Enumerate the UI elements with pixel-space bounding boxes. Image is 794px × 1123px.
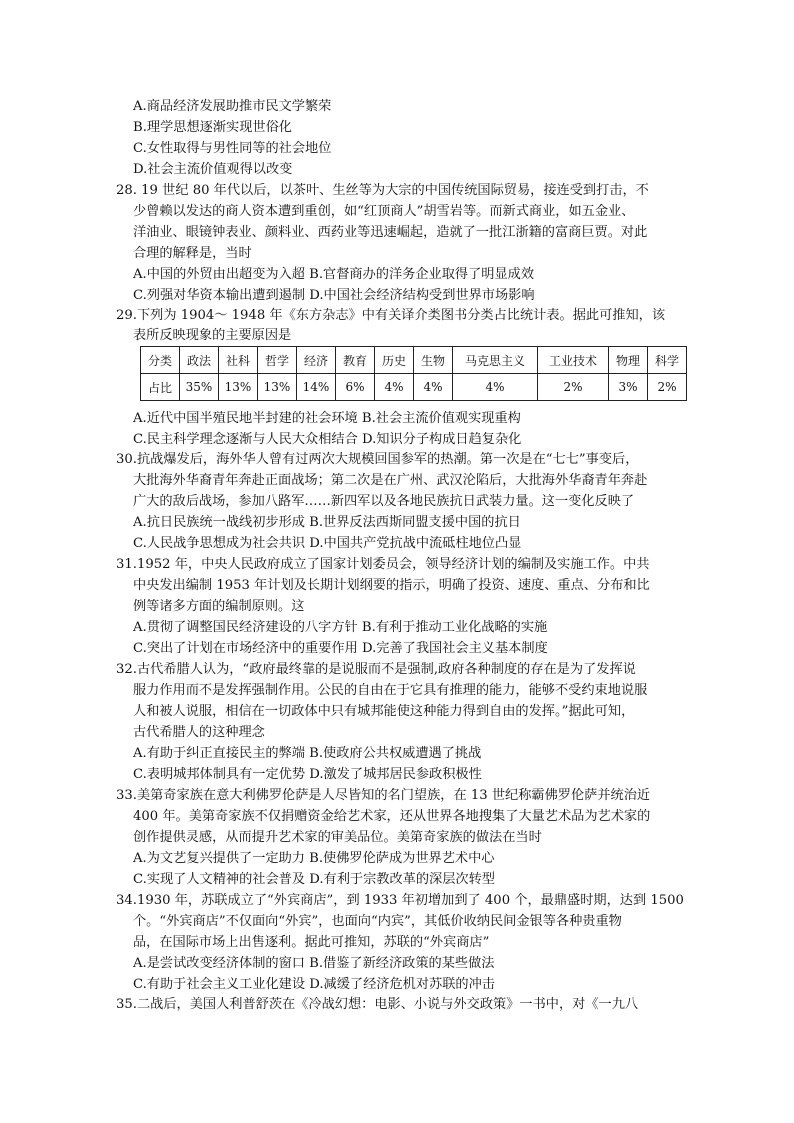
q29-options-ab: A.近代中国半殖民地半封建的社会环境 B.社会主流价值观实现重构: [133, 411, 521, 426]
q32-stem-line-4: 古代希腊人的这种理念: [133, 725, 265, 740]
q29-stem-line-2: 表所反映现象的主要原因是: [133, 328, 292, 343]
q31-stem-line-3: 例等诸多方面的编制原则。这: [133, 599, 305, 614]
table-cell: 物理: [609, 347, 648, 374]
q30-options-ab: A.抗日民族统一战线初步形成 B.世界反法西斯同盟支援中国的抗日: [133, 515, 521, 530]
q34-options-ab: A.是尝试改变经济体制的窗口 B.借鉴了新经济政策的某些做法: [133, 956, 495, 971]
table-cell: 2%: [538, 374, 609, 401]
table-header-row: [141, 347, 687, 374]
table-cell: 马克思主义: [453, 347, 538, 374]
q29-options-cd: C.民主科学理念逐渐与人民大众相结合 D.知识分子构成日趋复杂化: [133, 432, 522, 447]
table-cell: 13%: [258, 374, 297, 401]
table-cell: 教育: [336, 347, 375, 374]
table-cell: 历史: [375, 347, 414, 374]
q27-option-b: B.理学思想逐渐实现世俗化: [133, 120, 292, 135]
q30-stem-line-2: 大批海外华裔青年奔赴正面战场；第二次是在广州、武汉沦陷后，大批海外华裔青年奔赴: [133, 473, 648, 488]
table-cell: 工业技术: [538, 347, 609, 374]
q28-stem-line-1: 28. 19 世纪 80 年代以后，以茶叶、生丝等为大宗的中国传统国际贸易，接连受到打击，不: [116, 183, 649, 198]
q34-options-cd: C.有助于社会主义工业化建设 D.减缓了经济危机对苏联的冲击: [133, 977, 495, 992]
q32-options-ab: A.有助于纠正直接民主的弊端 B.使政府公共权威遭遇了挑战: [133, 746, 482, 761]
table-cell: 4%: [375, 374, 414, 401]
q29-stem-line-1: 29.下列为 1904～ 1948 年《东方杂志》中有关译介类图书分类占比统计表。据此可推知，该: [116, 308, 666, 323]
q29-statistics-table: [140, 346, 687, 401]
q30-stem-line-1: 30.抗战爆发后，海外华人曾有过两次大规模回国参军的热潮。第一次是在“七七”事变后，: [116, 452, 639, 467]
q27-option-d: D.社会主流价值观得以改变: [133, 162, 293, 177]
q35-stem-line-1: 35.二战后，美国人利普舒茨在《冷战幻想：电影、小说与外交政策》一书中，对《一九八: [116, 997, 639, 1012]
q28-stem-line-2: 少曾赖以发达的商人资本遭到重创，如“红顶商人”胡雪岩等。而新式商业，如五金业、: [133, 204, 635, 219]
q30-stem-line-3: 广大的敌后战场，参加八路军……新四军以及各地民族抗日武装力量。这一变化反映了: [133, 494, 635, 509]
q31-options-ab: A.贯彻了调整国民经济建设的八字方针 B.有利于推动工业化战略的实施: [133, 620, 548, 635]
q32-stem-line-2: 服力作用而不是发挥强制作用。公民的自由在于它具有推理的能力，能够不受约束地说服: [133, 683, 648, 698]
table-cell: 社科: [219, 347, 258, 374]
q31-stem-line-1: 31.1952 年，中央人民政府成立了国家计划委员会，领导经济计划的编制及实施工作。中共: [116, 557, 650, 572]
q31-stem-line-2: 中央发出编制 1953 年计划及长期计划纲要的指示，明确了投资、速度、重点、分布和比: [133, 578, 650, 593]
q31-options-cd: C.突出了计划在市场经济中的重要作用 D.完善了我国社会主义基本制度: [133, 641, 548, 656]
q27-option-a: A.商品经济发展助推市民文学繁荣: [133, 99, 332, 114]
table-cell: 经济: [297, 347, 336, 374]
q32-options-cd: C.表明城邦体制具有一定优势 D.激发了城邦居民参政积极性: [133, 767, 482, 782]
q27-option-c: C.女性取得与男性同等的社会地位: [133, 141, 332, 156]
table-cell: 占比: [141, 374, 180, 401]
q33-stem-line-3: 创作提供灵感，从而提升艺术家的审美品位。美第奇家族的做法在当时: [133, 830, 542, 845]
q32-stem-line-1: 32.古代希腊人认为，“政府最终靠的是说服而不是强制,政府各种制度的存在是为了发挥说: [116, 662, 636, 677]
q28-stem-line-4: 合理的解释是，当时: [133, 246, 252, 261]
q28-stem-line-3: 洋油业、眼镜钟表业、颜料业、西药业等迅速崛起，造就了一批江浙籍的富商巨贾。对此: [133, 225, 648, 240]
table-cell: 4%: [414, 374, 453, 401]
table-value-row: [141, 374, 687, 401]
table-cell: 35%: [180, 374, 219, 401]
q34-stem-line-2: 个。“外宾商店”不仅面向“外宾”，也面向“内宾”，其低价收纳民间金银等各种贵重物: [133, 914, 622, 929]
table-cell: 科学: [648, 347, 687, 374]
table-cell: 2%: [648, 374, 687, 401]
table-cell: 3%: [609, 374, 648, 401]
table-cell: 6%: [336, 374, 375, 401]
table-cell: 哲学: [258, 347, 297, 374]
table-cell: 14%: [297, 374, 336, 401]
q30-options-cd: C.人民战争思想成为社会共识 D.中国共产党抗战中流砥柱地位凸显: [133, 536, 522, 551]
table-cell: 生物: [414, 347, 453, 374]
table-cell: 政法: [180, 347, 219, 374]
q34-stem-line-1: 34.1930 年，苏联成立了“外宾商店”，到 1933 年初增加到了 400 个，最鼎盛时期，达到 1500: [116, 893, 684, 908]
q28-options-cd: C.列强对华资本输出遭到遏制 D.中国社会经济结构受到世界市场影响: [133, 288, 535, 303]
table-cell: 分类: [141, 347, 180, 374]
q32-stem-line-3: 人和被人说服，相信在一切政体中只有城邦能使这种能力得到自由的发挥。”据此可知，: [133, 704, 635, 719]
table-cell: 4%: [453, 374, 538, 401]
q33-options-cd: C.实现了人文精神的社会普及 D.有利于宗教改革的深层次转型: [133, 872, 495, 887]
q34-stem-line-3: 品，在国际市场上出售逐利。据此可推知，苏联的“外宾商店”: [133, 935, 490, 950]
table-cell: 13%: [219, 374, 258, 401]
q33-stem-line-1: 33.美第奇家族在意大利佛罗伦萨是人尽皆知的名门望族，在 13 世纪称霸佛罗伦萨并统治近: [116, 788, 651, 803]
q33-options-ab: A.为文艺复兴提供了一定助力 B.使佛罗伦萨成为世界艺术中心: [133, 851, 495, 866]
q33-stem-line-2: 400 年。美第奇家族不仅捐赠资金给艺术家，还从世界各地搜集了大量艺术品为艺术家的: [133, 809, 651, 824]
q28-options-ab: A.中国的外贸由出超变为入超 B.官督商办的洋务企业取得了明显成效: [133, 267, 535, 282]
